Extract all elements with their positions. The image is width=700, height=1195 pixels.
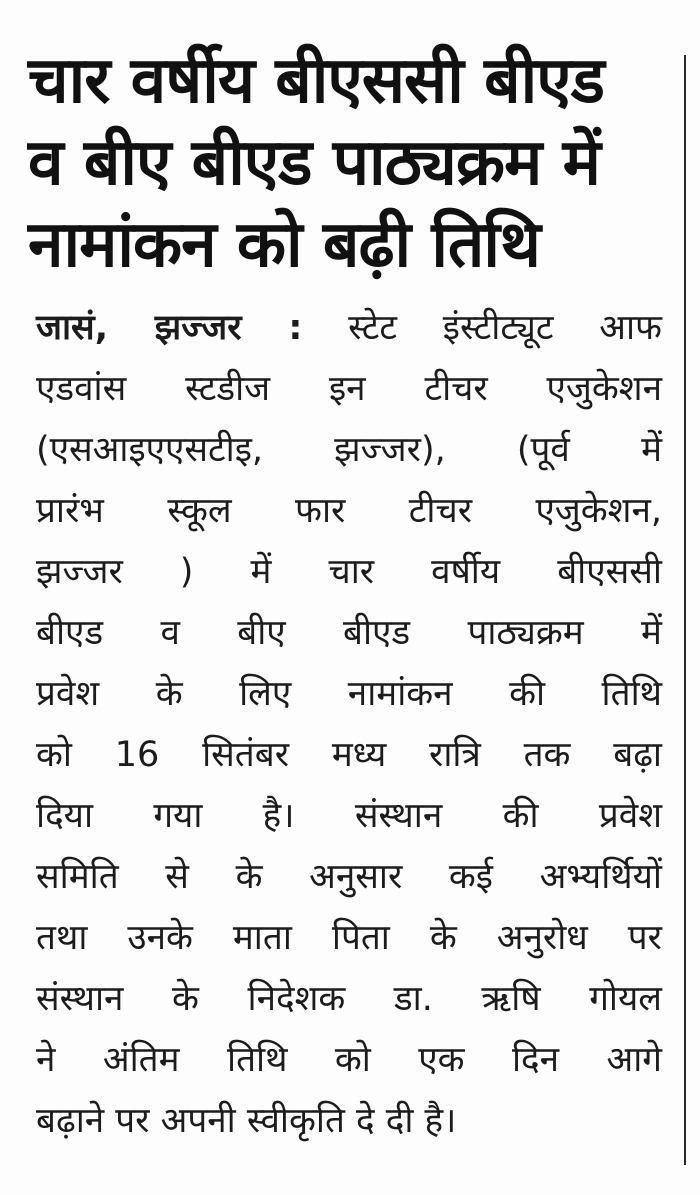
body-line: झज्जर ) में चार वर्षीय बीएससी bbox=[36, 552, 662, 592]
body-line: (एसआइएएसटीइ, झज्जर), (पूर्व में bbox=[36, 430, 662, 470]
body-line: समिति से के अनुसार कई अभ्यर्थियों bbox=[36, 857, 662, 897]
body-line-text: स्टेट इंस्टीट्यूट आफ bbox=[348, 308, 662, 348]
body-line: तथा उनके माता पिता के अनुरोध पर bbox=[36, 918, 662, 958]
body-line: एडवांस स्टडीज इन टीचर एजुकेशन bbox=[36, 369, 662, 409]
body-line: संस्थान के निदेशक डा. ऋषि गोयल bbox=[36, 979, 662, 1019]
headline bbox=[28, 40, 668, 286]
dateline: जासं, झज्जर : bbox=[36, 308, 303, 348]
column-divider bbox=[684, 55, 686, 1165]
body-line bbox=[36, 298, 662, 359]
headline-line: व बीए बीएड पाठ्यक्रम में bbox=[28, 126, 600, 200]
body-line: प्रारंभ स्कूल फार टीचर एजुकेशन, bbox=[36, 491, 662, 531]
body-line: दिया गया है। संस्थान की प्रवेश bbox=[36, 796, 662, 836]
body-line: को 16 सितंबर मध्य रात्रि तक बढ़ा bbox=[36, 735, 662, 775]
headline-line: नामांकन को बढ़ी तिथि bbox=[28, 208, 540, 282]
body-line: बीएड व बीए बीएड पाठ्यक्रम में bbox=[36, 613, 662, 653]
headline-line: चार वर्षीय बीएससी बीएड bbox=[28, 44, 604, 118]
article-body bbox=[36, 298, 662, 1152]
body-line: ने अंतिम तिथि को एक दिन आगे bbox=[36, 1040, 662, 1080]
body-line: बढ़ाने पर अपनी स्वीकृति दे दी है। bbox=[36, 1101, 457, 1141]
body-line: प्रवेश के लिए नामांकन की तिथि bbox=[36, 674, 662, 714]
